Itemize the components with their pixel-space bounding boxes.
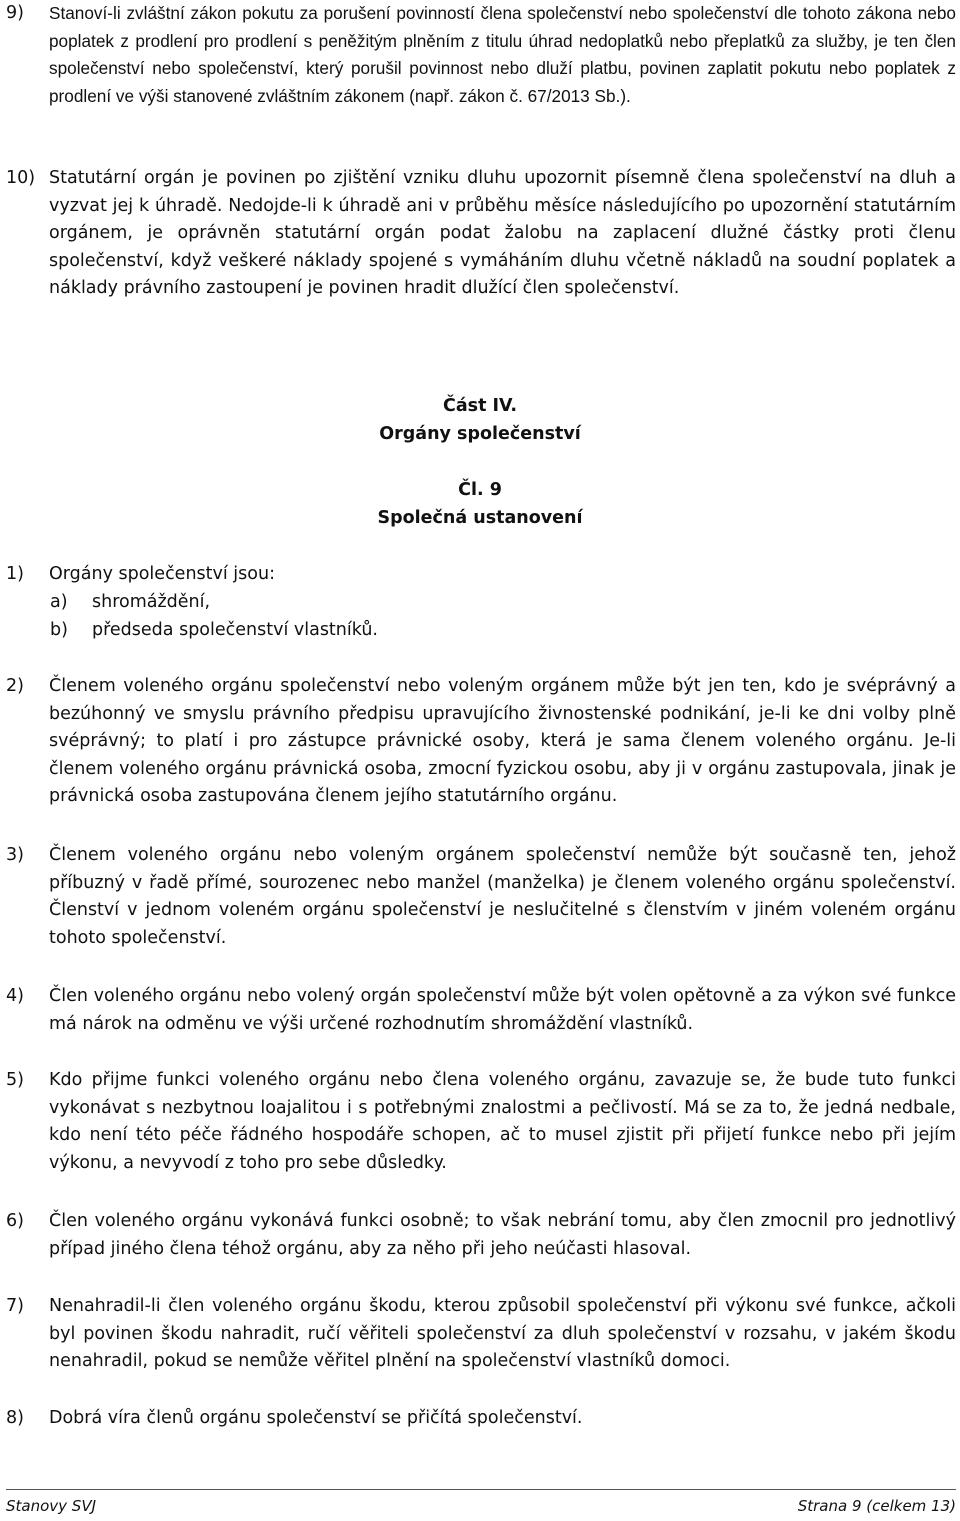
paragraph-number: 9): [6, 3, 24, 23]
article-number: Čl. 9: [458, 480, 502, 500]
sub-item-text: shromáždění,: [92, 592, 211, 612]
sub-item-number: b): [50, 620, 68, 640]
item-number: 7): [6, 1296, 24, 1316]
article-item-6: [6, 1208, 956, 1263]
article-item-5: [6, 1067, 956, 1177]
article-title: Společná ustanovení: [377, 508, 583, 528]
sub-item-a: [50, 589, 210, 617]
paragraph-text: Stanoví-li zvláštní zákon pokutu za porušení povinností člena společenství nebo společenství dle tohoto zákona nebo poplatek z prodlení pro prodlení s peněžitým plněním z titulu úhrad nedoplatků nebo přeplatků za služby, je ten člen společenství nebo společenství, který porušil povinnost nebo dluží platbu, povinen zaplatit pokutu nebo poplatek z prodlení ve výši stanovené zvláštním zákonem (např. zákon č. 67/2013 Sb.).: [49, 3, 956, 106]
item-text: Kdo přijme funkci voleného orgánu nebo člena voleného orgánu, zavazuje se, že bude tuto funkci vykonávat s nezbytnou loajalitou i s potřebnými znalostmi a pečlivostí. Má se za to, že jedná nedbale, kdo není této péče řádného hospodáře schopen, ač to musel zjistit při přijetí funkce nebo při jejím výkonu, a nevyvodí z toho pro sebe důsledky.: [49, 1070, 956, 1173]
paragraph-number: 10): [6, 168, 36, 188]
paragraph-9: [6, 0, 956, 110]
article-item-4: [6, 983, 956, 1038]
item-text: Dobrá víra členů orgánu společenství se přičítá společenství.: [49, 1408, 583, 1428]
footer-divider: [6, 1489, 956, 1490]
item-number: 6): [6, 1211, 24, 1231]
item-number: 1): [6, 564, 24, 584]
sub-item-b: [50, 617, 378, 645]
item-number: 8): [6, 1408, 24, 1428]
article-item-2: [6, 673, 956, 811]
item-text: Člen voleného orgánu vykonává funkci osobně; to však nebrání tomu, aby člen zmocnil pro jednotlivý případ jiného člena téhož orgánu, aby za něho při jeho neúčasti hlasoval.: [49, 1211, 956, 1259]
item-text: Orgány společenství jsou:: [49, 564, 275, 584]
item-text: Člen voleného orgánu nebo volený orgán společenství může být volen opětovně a za výkon své funkce má nárok na odměnu ve výši určené rozhodnutím shromáždění vlastníků.: [49, 986, 956, 1034]
paragraph-text: Statutární orgán je povinen po zjištění vzniku dluhu upozornit písemně člena společenství na dluh a vyzvat jej k úhradě. Nedojde-li k úhradě ani v průběhu měsíce následujícího po upozornění statutárním orgánem, je oprávněn statutární orgán podat žalobu na zaplacení dlužné částky proti členu společenství, když veškeré náklady spojené s vymáháním dluhu včetně nákladů na soudní poplatek a náklady právního zastoupení je povinen hradit dlužící člen společenství.: [49, 168, 956, 298]
part-title: Část IV.: [443, 396, 517, 416]
article-item-3: [6, 842, 956, 952]
item-number: 4): [6, 986, 24, 1006]
item-number: 3): [6, 845, 24, 865]
sub-item-number: a): [50, 592, 68, 612]
footer-document-name: Stanovy SVJ: [6, 1497, 97, 1515]
item-text: Členem voleného orgánu společenství nebo voleným orgánem může být jen ten, kdo je svéprávný a bezúhonný ve smyslu právního předpisu upravujícího živnostenské podnikání, je-li ke dni volby plně svéprávný; to platí i pro zástupce právnické osoby, která je sama členem voleného orgánu. Je-li členem voleného orgánu právnická osoba, zmocní fyzickou osobu, aby ji v orgánu zastupovala, jinak je právnická osoba zastupována členem jejího statutárního orgánu.: [49, 676, 956, 806]
footer-page-number: Strana 9 (celkem 13): [797, 1497, 956, 1515]
item-text: Nenahradil-li člen voleného orgánu škodu, kterou způsobil společenství při výkonu své funkce, ačkoli byl povinen škodu nahradit, ručí věřiteli společenství za dluh společenství v rozsahu, v jakém škodu nenahradil, pokud se nemůže věřitel plnění na společenství vlastníků domoci.: [49, 1296, 956, 1371]
article-item-1: [6, 561, 956, 589]
item-text: Členem voleného orgánu nebo voleným orgánem společenství nemůže být současně ten, jehož příbuzný v řadě přímé, sourozenec nebo manžel (manželka) je členem voleného orgánu společenství. Členství v jednom voleném orgánu společenství je neslučitelné s členstvím v jiném voleném orgánu tohoto společenství.: [49, 845, 956, 948]
part-subtitle: Orgány společenství: [379, 424, 581, 444]
sub-item-text: předseda společenství vlastníků.: [92, 620, 378, 640]
article-item-7: [6, 1293, 956, 1376]
item-number: 5): [6, 1070, 24, 1090]
article-item-8: [6, 1405, 956, 1433]
paragraph-10: [6, 165, 956, 303]
item-number: 2): [6, 676, 24, 696]
